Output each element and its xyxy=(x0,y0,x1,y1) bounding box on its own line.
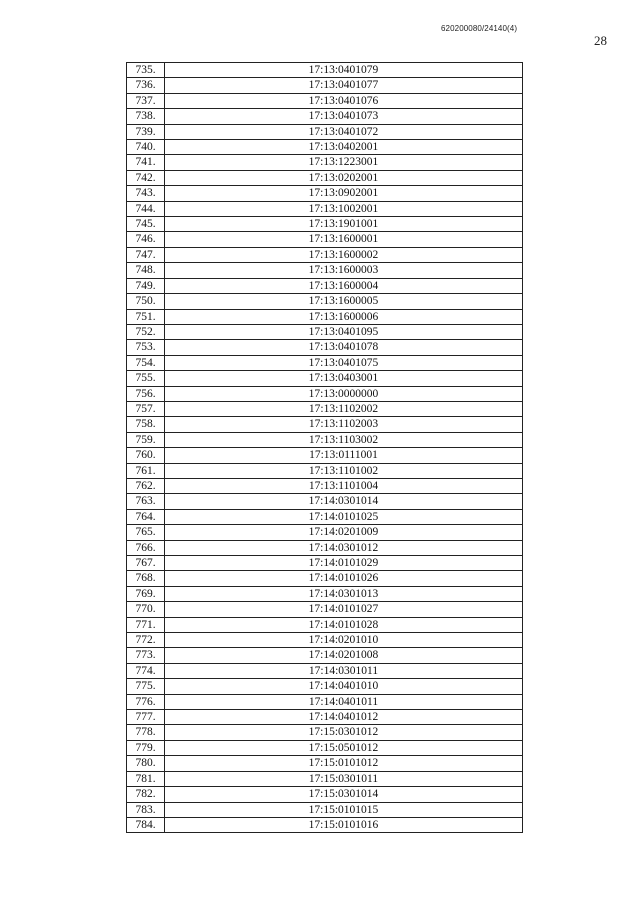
table-row xyxy=(127,432,523,447)
cadastral-code: 17:14:0301011 xyxy=(165,663,523,678)
table-row xyxy=(127,340,523,355)
page-number: 28 xyxy=(594,33,607,48)
row-number: 780. xyxy=(127,756,165,771)
cadastral-code: 17:14:0101027 xyxy=(165,602,523,617)
row-number: 747. xyxy=(127,247,165,262)
cadastral-code: 17:14:0201010 xyxy=(165,633,523,648)
cadastral-code: 17:13:0401078 xyxy=(165,340,523,355)
cadastral-code: 17:15:0101012 xyxy=(165,756,523,771)
cadastral-code: 17:13:0401077 xyxy=(165,78,523,93)
row-number: 758. xyxy=(127,417,165,432)
row-number: 738. xyxy=(127,109,165,124)
cadastral-code: 17:15:0301011 xyxy=(165,771,523,786)
row-number: 736. xyxy=(127,78,165,93)
row-number: 756. xyxy=(127,386,165,401)
row-number: 765. xyxy=(127,525,165,540)
row-number: 737. xyxy=(127,93,165,108)
row-number: 783. xyxy=(127,802,165,817)
row-number: 777. xyxy=(127,710,165,725)
table-row xyxy=(127,278,523,293)
row-number: 753. xyxy=(127,340,165,355)
table-row xyxy=(127,201,523,216)
table-row xyxy=(127,679,523,694)
table-row xyxy=(127,725,523,740)
cadastral-code: 17:15:0301014 xyxy=(165,787,523,802)
table-row xyxy=(127,756,523,771)
table-row xyxy=(127,324,523,339)
table-row xyxy=(127,540,523,555)
table-row xyxy=(127,633,523,648)
table-row xyxy=(127,740,523,755)
row-number: 735. xyxy=(127,63,165,78)
table-row xyxy=(127,556,523,571)
row-number: 776. xyxy=(127,694,165,709)
table-row xyxy=(127,463,523,478)
table-row xyxy=(127,586,523,601)
row-number: 751. xyxy=(127,309,165,324)
table-row xyxy=(127,525,523,540)
row-number: 781. xyxy=(127,771,165,786)
cadastral-code: 17:14:0101025 xyxy=(165,509,523,524)
table-row xyxy=(127,232,523,247)
cadastral-code: 17:13:0401073 xyxy=(165,109,523,124)
cadastral-code: 17:13:1101002 xyxy=(165,463,523,478)
table-row xyxy=(127,648,523,663)
table-row xyxy=(127,771,523,786)
table-row xyxy=(127,478,523,493)
cadastral-code: 17:13:1102003 xyxy=(165,417,523,432)
table-row xyxy=(127,710,523,725)
row-number: 770. xyxy=(127,602,165,617)
cadastral-code: 17:13:0402001 xyxy=(165,140,523,155)
cadastral-code: 17:14:0301013 xyxy=(165,586,523,601)
row-number: 784. xyxy=(127,817,165,832)
cadastral-code: 17:13:0401095 xyxy=(165,324,523,339)
cadastral-code: 17:14:0201008 xyxy=(165,648,523,663)
row-number: 740. xyxy=(127,140,165,155)
cadastral-code: 17:14:0401011 xyxy=(165,694,523,709)
table-row xyxy=(127,494,523,509)
cadastral-code: 17:13:1102002 xyxy=(165,401,523,416)
cadastral-code: 17:14:0101028 xyxy=(165,617,523,632)
row-number: 741. xyxy=(127,155,165,170)
table-row xyxy=(127,217,523,232)
cadastral-code: 17:15:0501012 xyxy=(165,740,523,755)
table-row xyxy=(127,93,523,108)
row-number: 762. xyxy=(127,478,165,493)
cadastral-code: 17:13:1600005 xyxy=(165,294,523,309)
row-number: 773. xyxy=(127,648,165,663)
cadastral-code: 17:14:0101026 xyxy=(165,571,523,586)
row-number: 748. xyxy=(127,263,165,278)
row-number: 757. xyxy=(127,401,165,416)
cadastral-code: 17:13:1101004 xyxy=(165,478,523,493)
row-number: 759. xyxy=(127,432,165,447)
row-number: 764. xyxy=(127,509,165,524)
table-row xyxy=(127,309,523,324)
cadastral-code: 17:15:0101016 xyxy=(165,817,523,832)
cadastral-code: 17:13:1600002 xyxy=(165,247,523,262)
cadastral-code: 17:14:0101029 xyxy=(165,556,523,571)
cadastral-code: 17:13:0401072 xyxy=(165,124,523,139)
row-number: 739. xyxy=(127,124,165,139)
row-number: 766. xyxy=(127,540,165,555)
row-number: 779. xyxy=(127,740,165,755)
cadastral-code: 17:13:0401075 xyxy=(165,355,523,370)
cadastral-code: 17:15:0301012 xyxy=(165,725,523,740)
table-row xyxy=(127,140,523,155)
table-row xyxy=(127,78,523,93)
table-row xyxy=(127,417,523,432)
table-row xyxy=(127,509,523,524)
cadastral-code: 17:13:1600003 xyxy=(165,263,523,278)
cadastral-code: 17:14:0401010 xyxy=(165,679,523,694)
table-row xyxy=(127,247,523,262)
row-number: 774. xyxy=(127,663,165,678)
table-row xyxy=(127,63,523,78)
table-row xyxy=(127,186,523,201)
row-number: 755. xyxy=(127,371,165,386)
table-row xyxy=(127,386,523,401)
table-row xyxy=(127,817,523,832)
row-number: 750. xyxy=(127,294,165,309)
cadastral-code: 17:13:0401079 xyxy=(165,63,523,78)
row-number: 768. xyxy=(127,571,165,586)
cadastral-code: 17:14:0401012 xyxy=(165,710,523,725)
cadastral-code: 17:13:1901001 xyxy=(165,217,523,232)
row-number: 778. xyxy=(127,725,165,740)
table-row xyxy=(127,371,523,386)
row-number: 769. xyxy=(127,586,165,601)
row-number: 749. xyxy=(127,278,165,293)
cadastral-code: 17:13:0000000 xyxy=(165,386,523,401)
table-body xyxy=(127,63,523,833)
table-row xyxy=(127,294,523,309)
table-row xyxy=(127,663,523,678)
cadastral-code: 17:13:0401076 xyxy=(165,93,523,108)
cadastral-code: 17:14:0301014 xyxy=(165,494,523,509)
row-number: 754. xyxy=(127,355,165,370)
row-number: 742. xyxy=(127,170,165,185)
cadastral-code: 17:13:1002001 xyxy=(165,201,523,216)
row-number: 743. xyxy=(127,186,165,201)
row-number: 745. xyxy=(127,217,165,232)
row-number: 761. xyxy=(127,463,165,478)
row-number: 746. xyxy=(127,232,165,247)
row-number: 763. xyxy=(127,494,165,509)
table-row xyxy=(127,802,523,817)
cadastral-code: 17:13:1600001 xyxy=(165,232,523,247)
cadastral-code: 17:13:0403001 xyxy=(165,371,523,386)
document-id: 620200080/24140(4) xyxy=(441,24,518,33)
row-number: 744. xyxy=(127,201,165,216)
table-row xyxy=(127,787,523,802)
row-number: 775. xyxy=(127,679,165,694)
table-row xyxy=(127,571,523,586)
table-row xyxy=(127,155,523,170)
table-row xyxy=(127,109,523,124)
table-row xyxy=(127,694,523,709)
row-number: 752. xyxy=(127,324,165,339)
table-row xyxy=(127,401,523,416)
table-row xyxy=(127,448,523,463)
cadastral-code: 17:13:0202001 xyxy=(165,170,523,185)
cadastral-code: 17:13:0902001 xyxy=(165,186,523,201)
row-number: 767. xyxy=(127,556,165,571)
table-row xyxy=(127,355,523,370)
table-row xyxy=(127,263,523,278)
row-number: 782. xyxy=(127,787,165,802)
row-number: 760. xyxy=(127,448,165,463)
cadastral-code: 17:13:1223001 xyxy=(165,155,523,170)
table-row xyxy=(127,124,523,139)
cadastral-code: 17:15:0101015 xyxy=(165,802,523,817)
row-number: 771. xyxy=(127,617,165,632)
cadastral-code: 17:13:1103002 xyxy=(165,432,523,447)
cadastral-code: 17:14:0301012 xyxy=(165,540,523,555)
table-row xyxy=(127,617,523,632)
table-row xyxy=(127,602,523,617)
cadastral-code: 17:13:0111001 xyxy=(165,448,523,463)
row-number: 772. xyxy=(127,633,165,648)
cadastral-code: 17:13:1600004 xyxy=(165,278,523,293)
cadastral-code: 17:14:0201009 xyxy=(165,525,523,540)
cadastral-code: 17:13:1600006 xyxy=(165,309,523,324)
cadastral-table xyxy=(126,62,523,833)
table-row xyxy=(127,170,523,185)
